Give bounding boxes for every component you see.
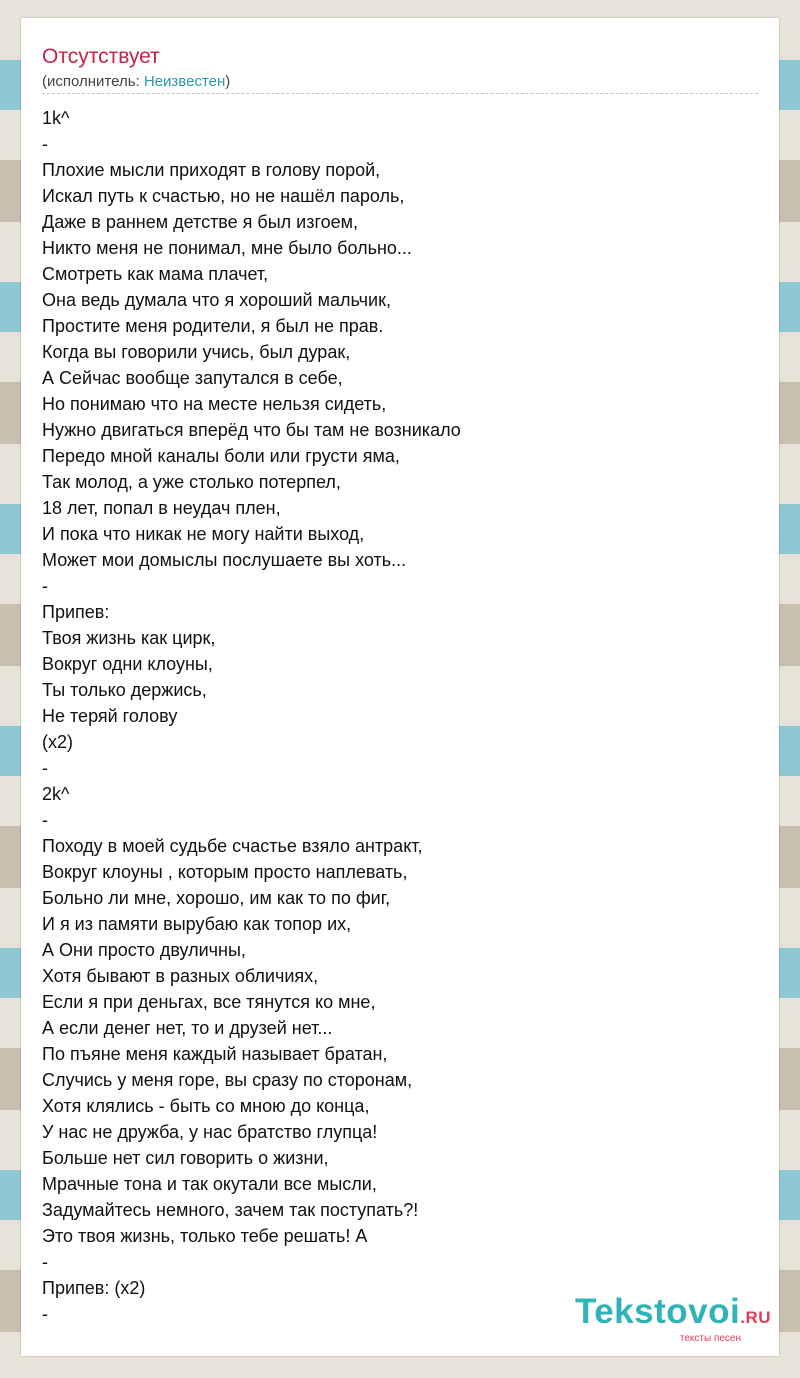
lyric-line: А если денег нет, то и друзей нет... [42,1018,333,1038]
lyric-line: - [42,1252,48,1272]
lyric-line: Никто меня не понимал, мне было больно... [42,238,412,258]
divider [42,93,758,94]
site-logo[interactable] [574,1292,771,1344]
lyric-line: У нас не дружба, у нас братство глупца! [42,1122,378,1142]
logo-name: Tekstovoi [574,1292,741,1331]
lyric-line: Передо мной каналы боли или грусти яма, [42,446,400,466]
lyrics-text [42,105,742,1327]
logo-tld: .RU [740,1308,771,1327]
lyric-line: - [42,134,48,154]
lyric-line: Больше нет сил говорить о жизни, [42,1148,329,1168]
lyric-line: Не теряй голову [42,706,178,726]
lyric-line: Хотя бывают в разных обличиях, [42,966,319,986]
lyric-line: А Они просто двуличны, [42,940,246,960]
lyric-line: 2k^ [42,784,70,804]
lyric-line: Задумайтесь немного, зачем так поступать?! [42,1200,419,1220]
lyric-line: Хотя клялись - быть со мною до конца, [42,1096,370,1116]
lyric-line: Но понимаю что на месте нельзя сидеть, [42,394,387,414]
lyric-line: Походу в моей судьбе счастье взяло антракт, [42,836,423,856]
lyric-line: Даже в раннем детстве я был изгоем, [42,212,359,232]
lyric-line: Если я при деньгах, все тянутся ко мне, [42,992,376,1012]
lyric-line: А Сейчас вообще запутался в себе, [42,368,343,388]
lyric-line: Припев: [42,602,110,622]
lyric-line: Вокруг одни клоуны, [42,654,213,674]
lyric-line: Вокруг клоуны , которым просто наплевать, [42,862,408,882]
lyric-line: - [42,810,48,830]
lyric-line: Плохие мысли приходят в голову порой, [42,160,381,180]
lyric-line: Искал путь к счастью, но не нашёл пароль, [42,186,405,206]
lyric-line: Нужно двигаться вперёд что бы там не возникало [42,420,461,440]
song-title: Отсутствует [42,45,160,68]
artist-link[interactable]: Неизвестен [143,73,226,90]
lyric-line: И я из памяти вырубаю как топор их, [42,914,352,934]
lyric-line: Ты только держись, [42,680,207,700]
lyric-line: И пока что никак не могу найти выход, [42,524,365,544]
lyric-line: Так молод, а уже столько потерпел, [42,472,341,492]
lyric-line: (x2) [42,732,73,752]
lyric-line: Больно ли мне, хорошо, им как то по фиг, [42,888,391,908]
lyric-line: - [42,758,48,778]
artist-prefix: (исполнитель: [42,73,144,90]
lyric-line: Это твоя жизнь, только тебе решать! А [42,1226,368,1246]
lyric-line: Когда вы говорили учись, был дурак, [42,342,351,362]
lyric-line: - [42,1304,48,1324]
lyrics-card [21,18,779,1356]
lyric-line: 18 лет, попал в неудач плен, [42,498,281,518]
artist-suffix: ) [225,73,231,90]
logo-tagline: тексты песен [679,1333,741,1344]
lyric-line: Твоя жизнь как цирк, [42,628,216,648]
lyric-line: По пъяне меня каждый называет братан, [42,1044,388,1064]
artist-line [42,73,230,91]
lyric-line: 1k^ [42,108,70,128]
lyric-line: Смотреть как мама плачет, [42,264,269,284]
lyric-line: Она ведь думала что я хороший мальчик, [42,290,391,310]
lyric-line: Припев: (x2) [42,1278,146,1298]
lyric-line: Мрачные тона и так окутали все мысли, [42,1174,377,1194]
lyric-line: Простите меня родители, я был не прав. [42,316,384,336]
lyric-line: - [42,576,48,596]
lyric-line: Может мои домыслы послушаете вы хоть... [42,550,407,570]
lyric-line: Случись у меня горе, вы сразу по сторонам, [42,1070,413,1090]
